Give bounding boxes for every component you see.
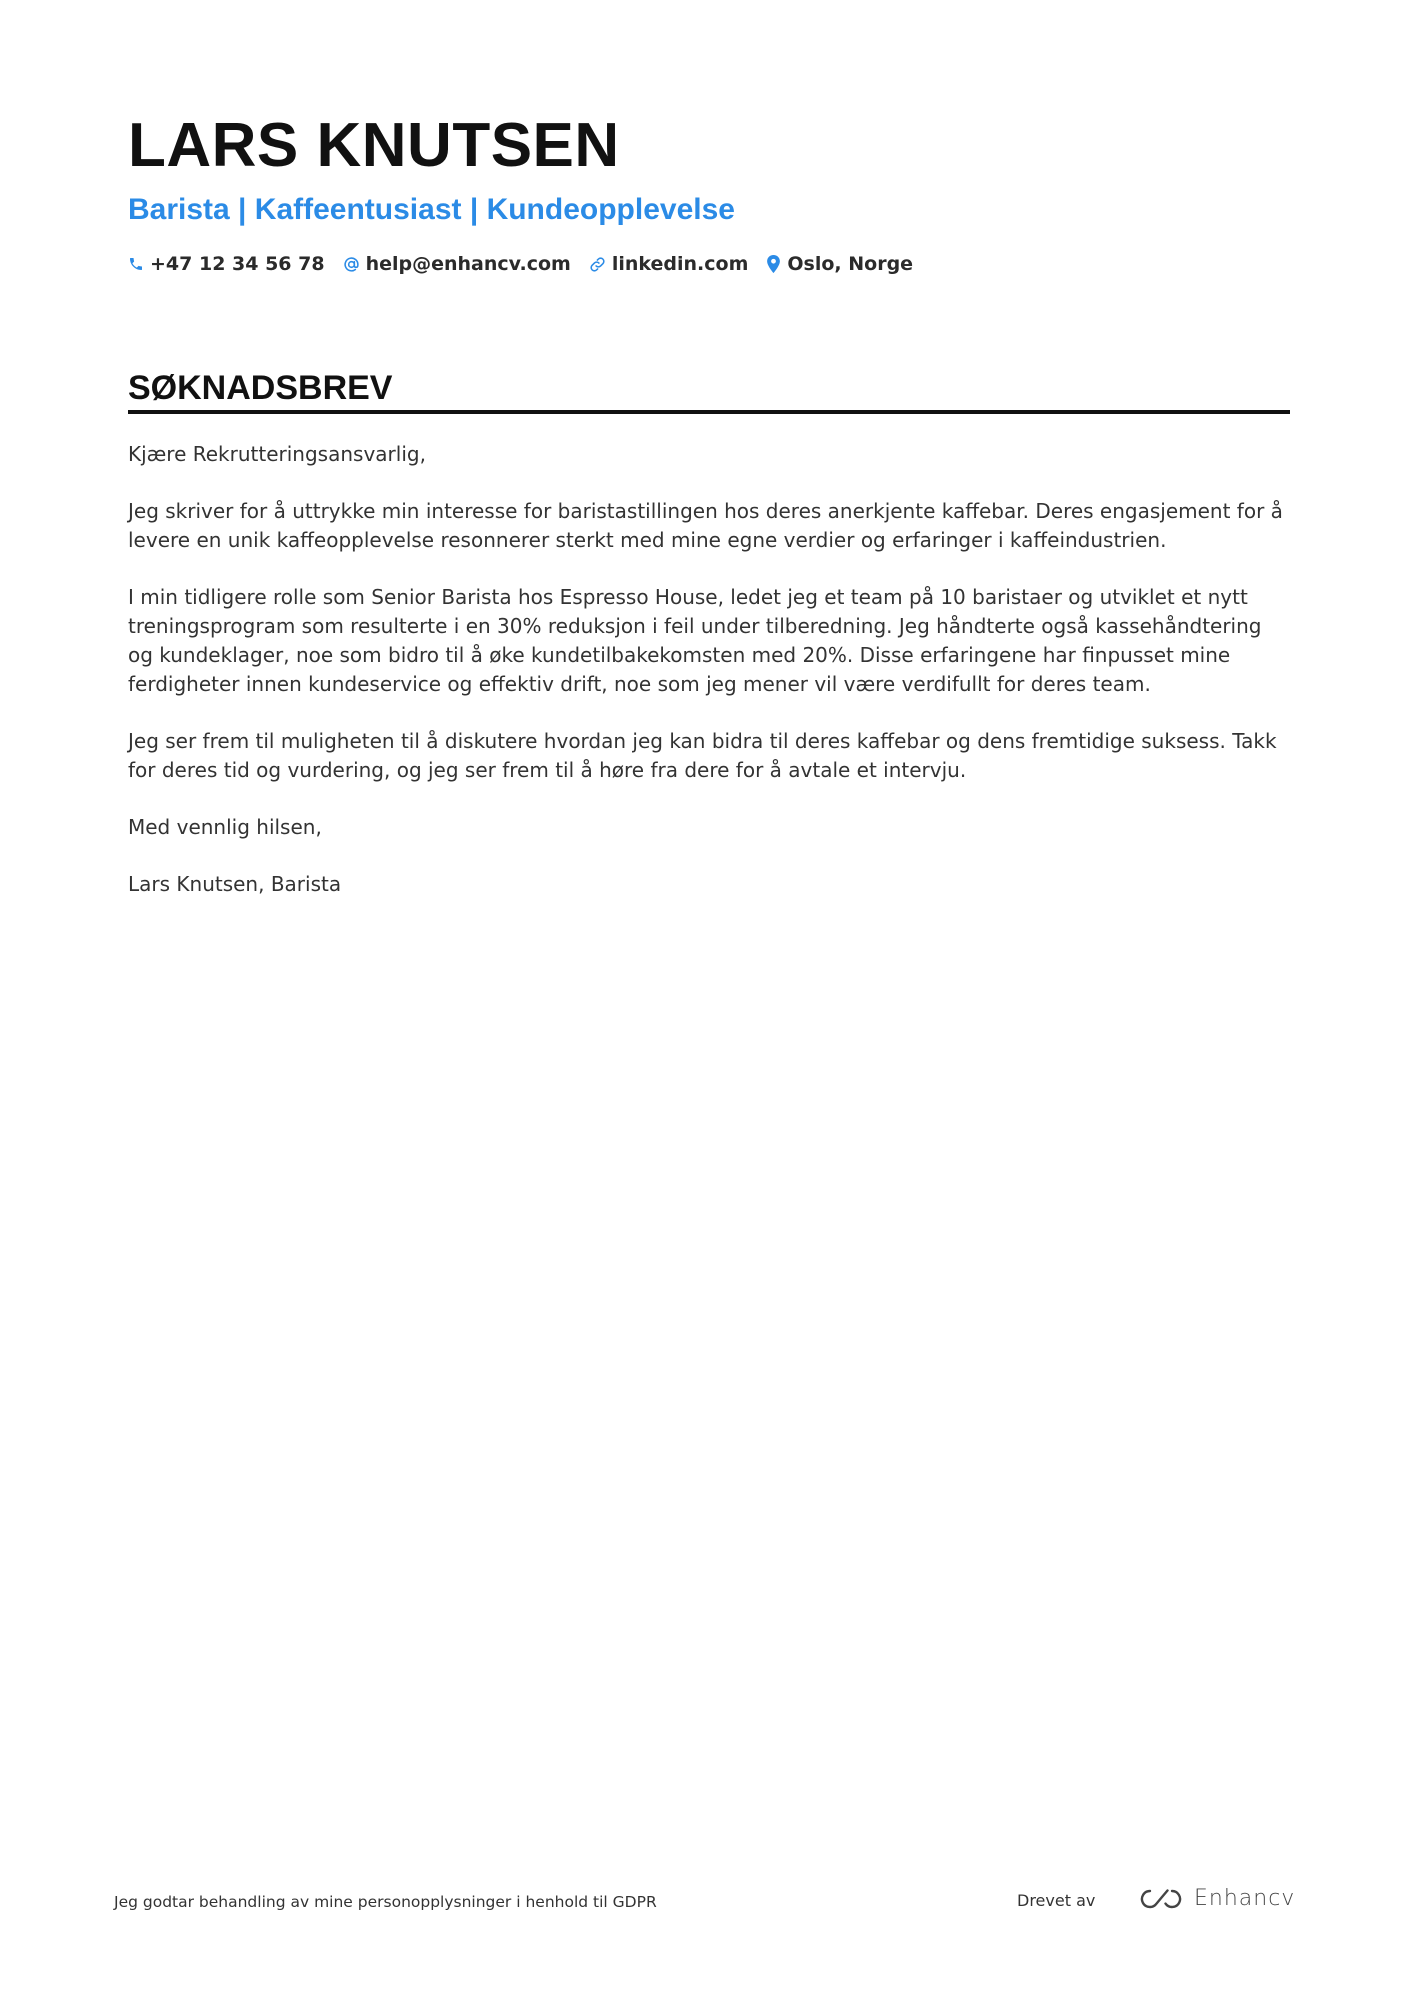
phone-text: +47 12 34 56 78 — [150, 253, 325, 275]
letter-paragraph: Jeg skriver for å uttrykke min interesse for baristastillingen hos deres anerkjente kaffebar. Deres engasjement for å levere en unik kaffeopplevelse resonnerer sterkt med mine egne verdier og erfaringer i kaffeindustrien. — [128, 499, 1283, 552]
section-title: SØKNADSBREV — [128, 369, 393, 407]
at-icon — [343, 256, 360, 273]
brand-name[interactable]: Enhancv — [1194, 1886, 1296, 1911]
applicant-name: LARS KNUTSEN — [128, 111, 620, 180]
letter-paragraph: I min tidligere rolle som Senior Barista hos Espresso House, ledet jeg et team på 10 baristaer og utviklet et nytt treningsprogram som resulterte i en 30% reduksjon i feil under tilberedning. Jeg håndterte også kassehåndtering og kundeklager, noe som bidro til å øke kundetilbakekomsten med 20%. Disse erfaringene har finpusset mine ferdigheter innen kundeservice og effektiv drift, noe som jeg mener vil være verdifullt for deres team. — [128, 585, 1262, 696]
enhancv-logo-icon — [1138, 1887, 1184, 1911]
contact-email[interactable] — [343, 253, 571, 275]
contact-location — [766, 253, 913, 275]
enhancv-brand[interactable] — [1138, 1886, 1295, 1911]
applicant-headline: Barista | Kaffeentusiast | Kundeopplevelse — [128, 193, 735, 226]
phone-icon — [128, 256, 144, 272]
gdpr-consent-note: Jeg godtar behandling av mine personopplysninger i henhold til GDPR — [114, 1893, 657, 1911]
contact-website[interactable] — [589, 253, 749, 275]
location-text: Oslo, Norge — [787, 253, 914, 275]
powered-by-label: Drevet av — [1017, 1891, 1096, 1910]
email-text[interactable]: help@enhancv.com — [365, 253, 571, 275]
letter-greeting: Kjære Rekrutteringsansvarlig, — [128, 442, 426, 466]
link-icon — [589, 256, 606, 273]
letter-closing: Med vennlig hilsen, — [128, 815, 322, 839]
letter-paragraph: Jeg ser frem til muligheten til å diskutere hvordan jeg kan bidra til deres kaffebar og dens fremtidige suksess. Takk for deres tid og vurdering, og jeg ser frem til å høre fra dere for å avtale et intervju. — [128, 729, 1277, 782]
contact-info — [128, 253, 913, 275]
letter-signature: Lars Knutsen, Barista — [128, 872, 342, 896]
section-divider — [128, 410, 1290, 414]
contact-phone — [128, 253, 325, 275]
letter-body — [128, 440, 1290, 927]
location-pin-icon — [766, 255, 781, 273]
website-text[interactable]: linkedin.com — [611, 253, 749, 275]
